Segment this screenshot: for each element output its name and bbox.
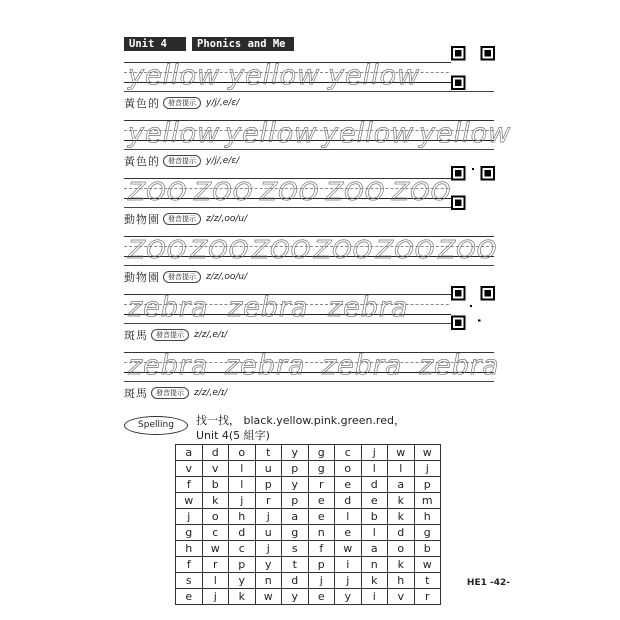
grid-cell[interactable]: o xyxy=(388,541,415,557)
grid-cell[interactable]: o xyxy=(335,461,362,477)
grid-cell[interactable]: i xyxy=(361,589,388,605)
tracing-word: zebra xyxy=(128,292,209,323)
grid-row xyxy=(176,445,441,461)
grid-cell[interactable]: j xyxy=(335,573,362,589)
chinese-meaning: 動物園 xyxy=(124,213,160,226)
unit-title: Phonics and Me xyxy=(192,37,294,51)
chinese-meaning: 黃色的 xyxy=(124,155,160,168)
grid-cell[interactable]: h xyxy=(414,509,441,525)
grid-cell[interactable]: w xyxy=(414,445,441,461)
tracing-word: zebra xyxy=(225,350,306,381)
grid-cell[interactable]: y xyxy=(229,573,256,589)
grid-cell[interactable]: g xyxy=(176,525,203,541)
tracing-word: ZOO xyxy=(190,235,250,264)
grid-row xyxy=(176,573,441,589)
grid-cell[interactable]: b xyxy=(361,509,388,525)
phonetic-notation: y/j/,e/ɛ/ xyxy=(206,98,240,108)
tracing-word: yellow xyxy=(419,118,512,149)
grid-cell[interactable]: d xyxy=(388,525,415,541)
grid-cell[interactable]: t xyxy=(255,445,282,461)
grid-cell[interactable]: j xyxy=(361,445,388,461)
chinese-meaning: 斑馬 xyxy=(124,387,148,400)
grid-cell[interactable]: j xyxy=(176,509,203,525)
tracing-word: yellow xyxy=(128,118,221,149)
grid-cell[interactable]: e xyxy=(335,525,362,541)
tracing-word: ZOO xyxy=(128,177,188,206)
grid-cell[interactable]: l xyxy=(361,525,388,541)
grid-cell[interactable]: e xyxy=(308,509,335,525)
grid-cell[interactable]: v xyxy=(388,589,415,605)
spelling-instruction-line2: Unit 4(5 組字) xyxy=(196,429,270,442)
tracing-word: ZOO xyxy=(260,177,320,206)
writing-guide-line xyxy=(124,91,494,92)
grid-cell[interactable]: e xyxy=(361,493,388,509)
tracing-word: ZOO xyxy=(194,177,254,206)
spelling-instruction-line1: 找一找， black.yellow.pink.green.red， xyxy=(196,414,405,427)
grid-cell[interactable]: y xyxy=(255,557,282,573)
grid-cell[interactable]: p xyxy=(282,461,309,477)
pronunciation-tip-pill: 發音提示 xyxy=(163,97,201,109)
tracing-row xyxy=(124,62,494,92)
writing-guide-line xyxy=(124,207,494,208)
grid-cell[interactable]: f xyxy=(176,557,203,573)
tracing-word: yellow xyxy=(328,60,421,91)
pronunciation-hint xyxy=(124,328,227,342)
tracing-word: ZOO xyxy=(376,235,436,264)
grid-row xyxy=(176,557,441,573)
writing-guide-line xyxy=(124,149,494,150)
grid-cell[interactable]: f xyxy=(308,541,335,557)
tracing-word: zebra xyxy=(322,350,403,381)
grid-cell[interactable]: k xyxy=(202,493,229,509)
grid-cell[interactable]: p xyxy=(255,477,282,493)
grid-cell[interactable]: c xyxy=(229,541,256,557)
pronunciation-hint xyxy=(124,96,239,110)
writing-guide-line xyxy=(124,323,494,324)
word-search-grid xyxy=(175,444,441,605)
chinese-meaning: 斑馬 xyxy=(124,329,148,342)
grid-cell[interactable]: y xyxy=(282,445,309,461)
grid-cell[interactable]: k xyxy=(388,493,415,509)
grid-cell[interactable]: v xyxy=(202,461,229,477)
tracing-row xyxy=(124,178,494,208)
grid-cell[interactable]: w xyxy=(176,493,203,509)
grid-cell[interactable]: n xyxy=(361,557,388,573)
grid-cell[interactable]: e xyxy=(308,493,335,509)
grid-cell[interactable]: d xyxy=(202,445,229,461)
grid-cell[interactable]: s xyxy=(176,573,203,589)
pronunciation-hint xyxy=(124,270,247,284)
writing-guide-line xyxy=(124,381,494,382)
phonetic-notation: y/j/,e/ɛ/ xyxy=(206,156,240,166)
grid-cell[interactable]: w xyxy=(388,445,415,461)
grid-cell[interactable]: w xyxy=(335,541,362,557)
phonetic-notation: z/z/,e/ɪ/ xyxy=(194,330,228,340)
grid-cell[interactable]: h xyxy=(229,509,256,525)
tracing-word: yellow xyxy=(225,118,318,149)
phonetic-notation: z/z/,oo/u/ xyxy=(206,214,248,224)
grid-cell[interactable]: d xyxy=(282,573,309,589)
grid-cell[interactable]: t xyxy=(282,557,309,573)
tracing-word: yellow xyxy=(128,60,221,91)
tracing-word: ZOO xyxy=(326,177,386,206)
tracing-row xyxy=(124,235,498,266)
grid-cell[interactable]: j xyxy=(255,541,282,557)
grid-cell[interactable]: k xyxy=(388,557,415,573)
grid-cell[interactable]: u xyxy=(255,525,282,541)
grid-row xyxy=(176,525,441,541)
pronunciation-tip-pill: 發音提示 xyxy=(163,271,201,283)
grid-cell[interactable]: t xyxy=(414,573,441,589)
grid-cell[interactable]: b xyxy=(414,541,441,557)
chinese-meaning: 黃色的 xyxy=(124,97,160,110)
grid-row xyxy=(176,589,441,605)
writing-guide-line xyxy=(124,265,494,266)
chinese-meaning: 動物園 xyxy=(124,271,160,284)
grid-cell[interactable]: y xyxy=(282,589,309,605)
tracing-word: ZOO xyxy=(314,235,374,264)
tracing-word: zebra xyxy=(228,292,309,323)
grid-cell[interactable]: g xyxy=(308,461,335,477)
grid-cell[interactable]: k xyxy=(229,589,256,605)
grid-cell[interactable]: f xyxy=(176,477,203,493)
grid-cell[interactable]: n xyxy=(255,573,282,589)
unit-label: Unit 4 xyxy=(124,37,186,51)
grid-row xyxy=(176,477,441,493)
pronunciation-hint xyxy=(124,212,247,226)
grid-cell[interactable]: a xyxy=(361,541,388,557)
tracing-word: yellow xyxy=(228,60,321,91)
grid-row xyxy=(176,509,441,525)
tracing-row xyxy=(124,118,512,150)
grid-cell[interactable]: w xyxy=(414,557,441,573)
tracing-word: ZOO xyxy=(128,235,188,264)
pronunciation-hint xyxy=(124,154,239,168)
grid-cell[interactable]: j xyxy=(202,589,229,605)
qr-code-icon[interactable] xyxy=(451,46,495,90)
tracing-word: ZOO xyxy=(392,177,452,206)
grid-row xyxy=(176,493,441,509)
qr-code-icon[interactable] xyxy=(451,166,495,210)
grid-cell[interactable]: d xyxy=(229,525,256,541)
grid-cell[interactable]: v xyxy=(176,461,203,477)
grid-cell[interactable]: e xyxy=(335,477,362,493)
grid-cell[interactable]: i xyxy=(335,557,362,573)
tracing-word: zebra xyxy=(128,350,209,381)
pronunciation-tip-pill: 發音提示 xyxy=(151,329,189,341)
grid-cell[interactable]: l xyxy=(202,573,229,589)
grid-cell[interactable]: b xyxy=(202,477,229,493)
grid-cell[interactable]: p xyxy=(282,493,309,509)
grid-cell[interactable]: a xyxy=(388,477,415,493)
grid-cell[interactable]: y xyxy=(335,589,362,605)
grid-cell[interactable]: r xyxy=(308,477,335,493)
grid-cell[interactable]: l xyxy=(361,461,388,477)
pronunciation-hint xyxy=(124,386,227,400)
grid-cell[interactable]: j xyxy=(229,493,256,509)
grid-row xyxy=(176,461,441,477)
grid-cell[interactable]: a xyxy=(176,445,203,461)
grid-row xyxy=(176,541,441,557)
grid-cell[interactable]: k xyxy=(388,509,415,525)
pronunciation-tip-pill: 發音提示 xyxy=(163,213,201,225)
grid-cell[interactable]: l xyxy=(335,509,362,525)
grid-cell[interactable]: p xyxy=(229,557,256,573)
grid-cell[interactable]: w xyxy=(202,541,229,557)
page-number: HE1 -42- xyxy=(466,578,510,588)
spelling-badge: Spelling xyxy=(124,416,188,435)
grid-cell[interactable]: h xyxy=(176,541,203,557)
unit-header xyxy=(124,37,294,51)
grid-cell[interactable]: o xyxy=(229,445,256,461)
grid-cell[interactable]: l xyxy=(388,461,415,477)
grid-cell[interactable]: j xyxy=(308,573,335,589)
phonetic-notation: z/z/,e/ɪ/ xyxy=(194,388,228,398)
qr-code-icon[interactable] xyxy=(451,286,495,330)
grid-cell[interactable]: r xyxy=(255,493,282,509)
grid-cell[interactable]: j xyxy=(255,509,282,525)
tracing-word: yellow xyxy=(322,118,415,149)
grid-cell[interactable]: c xyxy=(202,525,229,541)
tracing-word: zebra xyxy=(328,292,409,323)
grid-cell[interactable]: m xyxy=(414,493,441,509)
grid-cell[interactable]: r xyxy=(414,589,441,605)
grid-cell[interactable]: w xyxy=(255,589,282,605)
pronunciation-tip-pill: 發音提示 xyxy=(151,387,189,399)
grid-cell[interactable]: d xyxy=(335,493,362,509)
grid-cell[interactable]: a xyxy=(282,509,309,525)
grid-cell[interactable]: n xyxy=(308,525,335,541)
grid-cell[interactable]: e xyxy=(176,589,203,605)
grid-cell[interactable]: g xyxy=(282,525,309,541)
tracing-row xyxy=(124,350,500,382)
grid-cell[interactable]: g xyxy=(414,525,441,541)
grid-cell[interactable]: s xyxy=(282,541,309,557)
grid-cell[interactable]: g xyxy=(308,445,335,461)
grid-cell[interactable]: p xyxy=(308,557,335,573)
phonetic-notation: z/z/,oo/u/ xyxy=(206,272,248,282)
grid-cell[interactable]: j xyxy=(414,461,441,477)
grid-cell[interactable]: u xyxy=(255,461,282,477)
grid-cell[interactable]: h xyxy=(388,573,415,589)
grid-cell[interactable]: y xyxy=(282,477,309,493)
grid-cell[interactable]: l xyxy=(229,477,256,493)
tracing-word: ZOO xyxy=(438,235,498,264)
grid-cell[interactable]: e xyxy=(308,589,335,605)
grid-cell[interactable]: k xyxy=(361,573,388,589)
grid-cell[interactable]: d xyxy=(361,477,388,493)
grid-cell[interactable]: p xyxy=(414,477,441,493)
tracing-row xyxy=(124,294,494,324)
grid-cell[interactable]: r xyxy=(202,557,229,573)
tracing-word: zebra xyxy=(419,350,500,381)
grid-cell[interactable]: c xyxy=(335,445,362,461)
grid-cell[interactable]: o xyxy=(202,509,229,525)
pronunciation-tip-pill: 發音提示 xyxy=(163,155,201,167)
grid-cell[interactable]: l xyxy=(229,461,256,477)
tracing-word: ZOO xyxy=(252,235,312,264)
